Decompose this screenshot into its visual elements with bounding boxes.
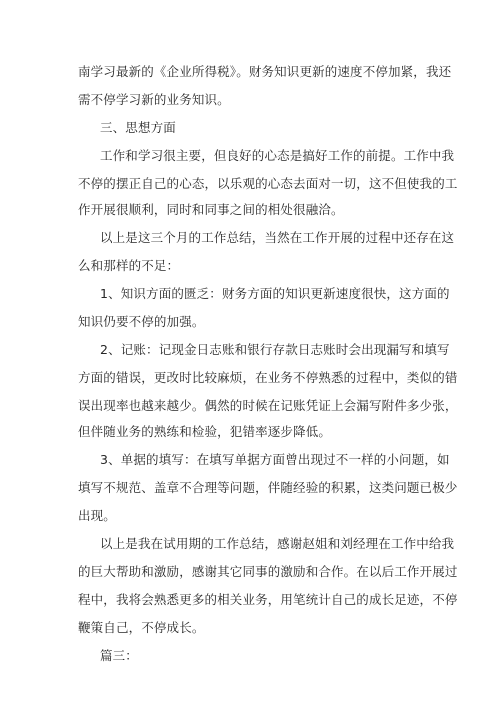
text-line: 的巨大帮助和激励，感谢其它同事的激励和合作。在以后工作开展过	[78, 564, 458, 579]
text-line: 以上是我在试用期的工作总结，感谢赵姐和刘经理在工作中给我	[100, 536, 455, 551]
text-line: 但伴随业务的熟练和检验，犯错率逐步降低。	[78, 424, 332, 439]
text-line: 么和那样的不足：	[78, 258, 180, 273]
text-line: 南学习最新的《企业所得税》。财务知识更新的速度不停加紧，我还	[78, 64, 452, 79]
text-line: 3、单据的填写：在填写单据方面曾出现过不一样的小问题，如	[100, 452, 450, 467]
text-line: 2、记账：记现金日志账和银行存款日志账时会出现漏写和填写	[100, 342, 450, 357]
text-line: 方面的错误，更改时比较麻烦，在业务不停熟悉的过程中，类似的错	[78, 370, 458, 385]
text-line: 出现。	[78, 508, 116, 523]
text-line: 填写不规范、盖章不合理等问题，伴随经验的积累，这类问题已极少	[78, 480, 458, 495]
text-line: 工作和学习很主要，但良好的心态是搞好工作的前提。工作中我	[100, 148, 455, 163]
text-line: 误出现率也越来越少。偶然的时候在记账凭证上会漏写附件多少张，	[78, 398, 458, 413]
text-line: 不停的摆正自己的心态，以乐观的心态去面对一切，这不但使我的工	[78, 176, 458, 191]
text-line: 1、知识方面的匮乏：财务方面的知识更新速度很快，这方面的	[100, 286, 450, 301]
text-line: 鞭策自己，不停成长。	[78, 620, 205, 635]
section-heading: 三、思想方面	[100, 120, 176, 135]
text-line: 作开展很顺利，同时和同事之间的相处很融洽。	[78, 202, 344, 217]
text-line: 需不停学习新的业务知识。	[78, 92, 230, 107]
text-line: 知识仍要不停的加强。	[78, 314, 205, 329]
text-line: 以上是这三个月的工作总结，当然在工作开展的过程中还存在这	[100, 230, 455, 245]
section-heading: 篇三：	[100, 648, 138, 663]
text-line: 程中，我将会熟悉更多的相关业务，用笔统计自己的成长足迹，不停	[78, 592, 458, 607]
